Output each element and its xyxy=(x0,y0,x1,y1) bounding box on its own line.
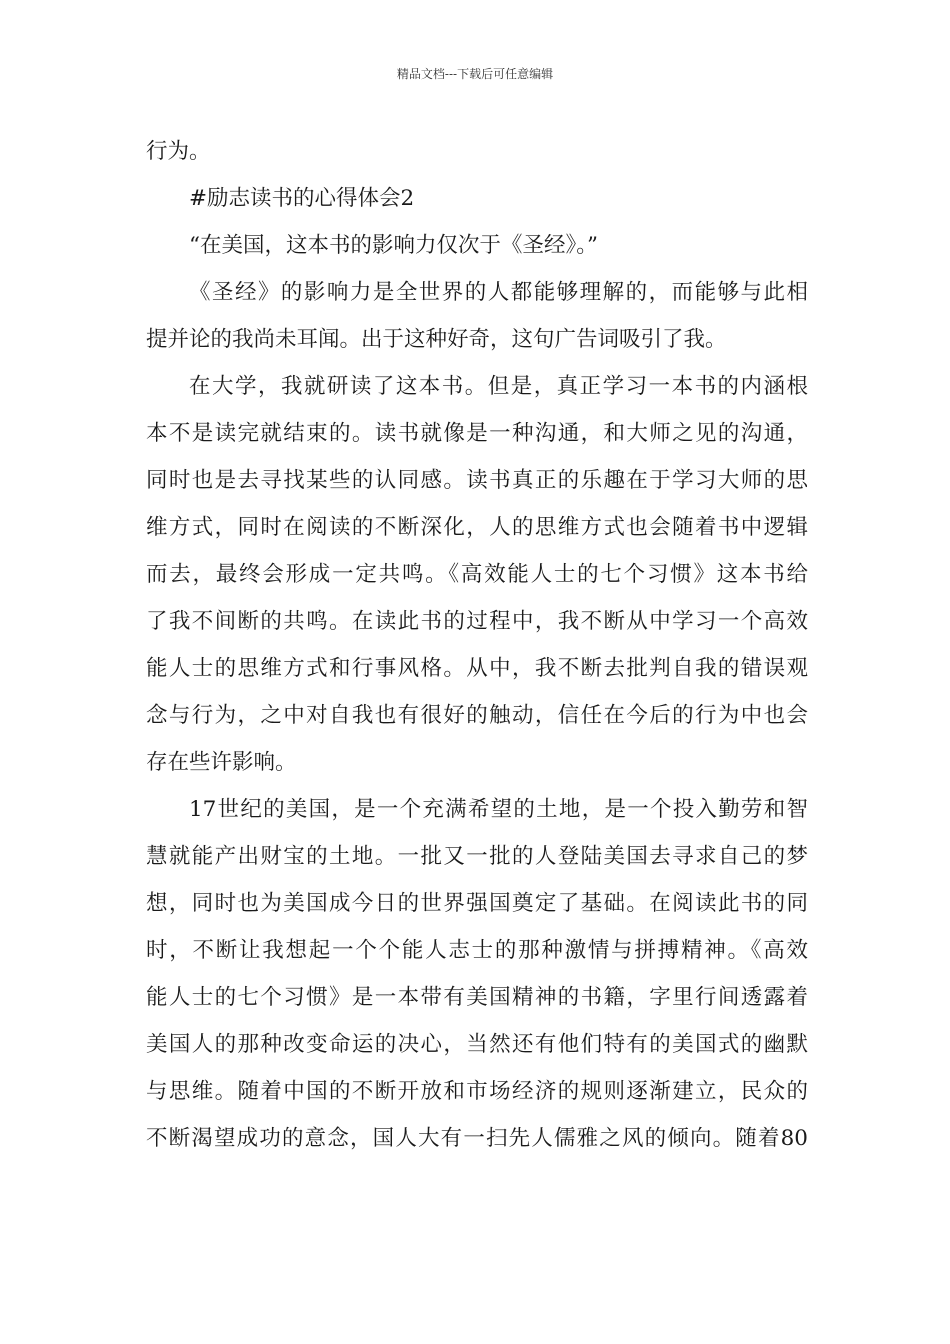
text-line: 存在些许影响。 xyxy=(146,750,297,775)
text-line: 而去，最终会形成一定共鸣。《高效能人士的七个习惯》这本书给 xyxy=(146,562,808,587)
text-line: 17世纪的美国，是一个充满希望的土地，是一个投入勤劳和智 xyxy=(189,797,808,822)
text-line: 提并论的我尚未耳闻。出于这种好奇，这句广告词吸引了我。 xyxy=(146,327,727,352)
text-line: 在大学，我就研读了这本书。但是，真正学习一本书的内涵根 xyxy=(189,374,808,399)
text-line: 同时也是去寻找某些的认同感。读书真正的乐趣在于学习大师的思 xyxy=(146,468,808,493)
text-line: 想，同时也为美国成今日的世界强国奠定了基础。在阅读此书的同 xyxy=(146,891,808,916)
text-line: 不断渴望成功的意念，国人大有一扫先人儒雅之风的倾向。随着80 xyxy=(146,1126,808,1151)
text-line: 了我不间断的共鸣。在读此书的过程中，我不断从中学习一个高效 xyxy=(146,609,808,634)
text-line: 时，不断让我想起一个个能人志士的那种激情与拼搏精神。《高效 xyxy=(146,938,808,963)
text-line: 与思维。随着中国的不断开放和市场经济的规则逐渐建立，民众的 xyxy=(146,1079,808,1104)
text-line: 能人士的思维方式和行事风格。从中，我不断去批判自我的错误观 xyxy=(146,656,808,681)
text-line: 《圣经》的影响力是全世界的人都能够理解的，而能够与此相 xyxy=(189,280,808,305)
text-line: 行为。 xyxy=(146,139,211,164)
text-line: 慧就能产出财宝的土地。一批又一批的人登陆美国去寻求自己的梦 xyxy=(146,844,808,869)
text-line: 美国人的那种改变命运的决心，当然还有他们特有的美国式的幽默 xyxy=(146,1032,808,1057)
page-header: 精品文档---下载后可任意编辑 xyxy=(396,67,554,81)
document-body xyxy=(146,128,808,1162)
text-line: 能人士的七个习惯》是一本带有美国精神的书籍，字里行间透露着 xyxy=(146,985,808,1010)
text-line: 本不是读完就结束的。读书就像是一种沟通，和大师之见的沟通， xyxy=(146,421,808,446)
text-line: #励志读书的心得体会2 xyxy=(189,186,415,211)
text-line: 维方式，同时在阅读的不断深化，人的思维方式也会随着书中逻辑 xyxy=(146,515,808,540)
text-line: “在美国，这本书的影响力仅次于《圣经》。” xyxy=(189,233,598,258)
text-line: 念与行为，之中对自我也有很好的触动，信任在今后的行为中也会 xyxy=(146,703,808,728)
